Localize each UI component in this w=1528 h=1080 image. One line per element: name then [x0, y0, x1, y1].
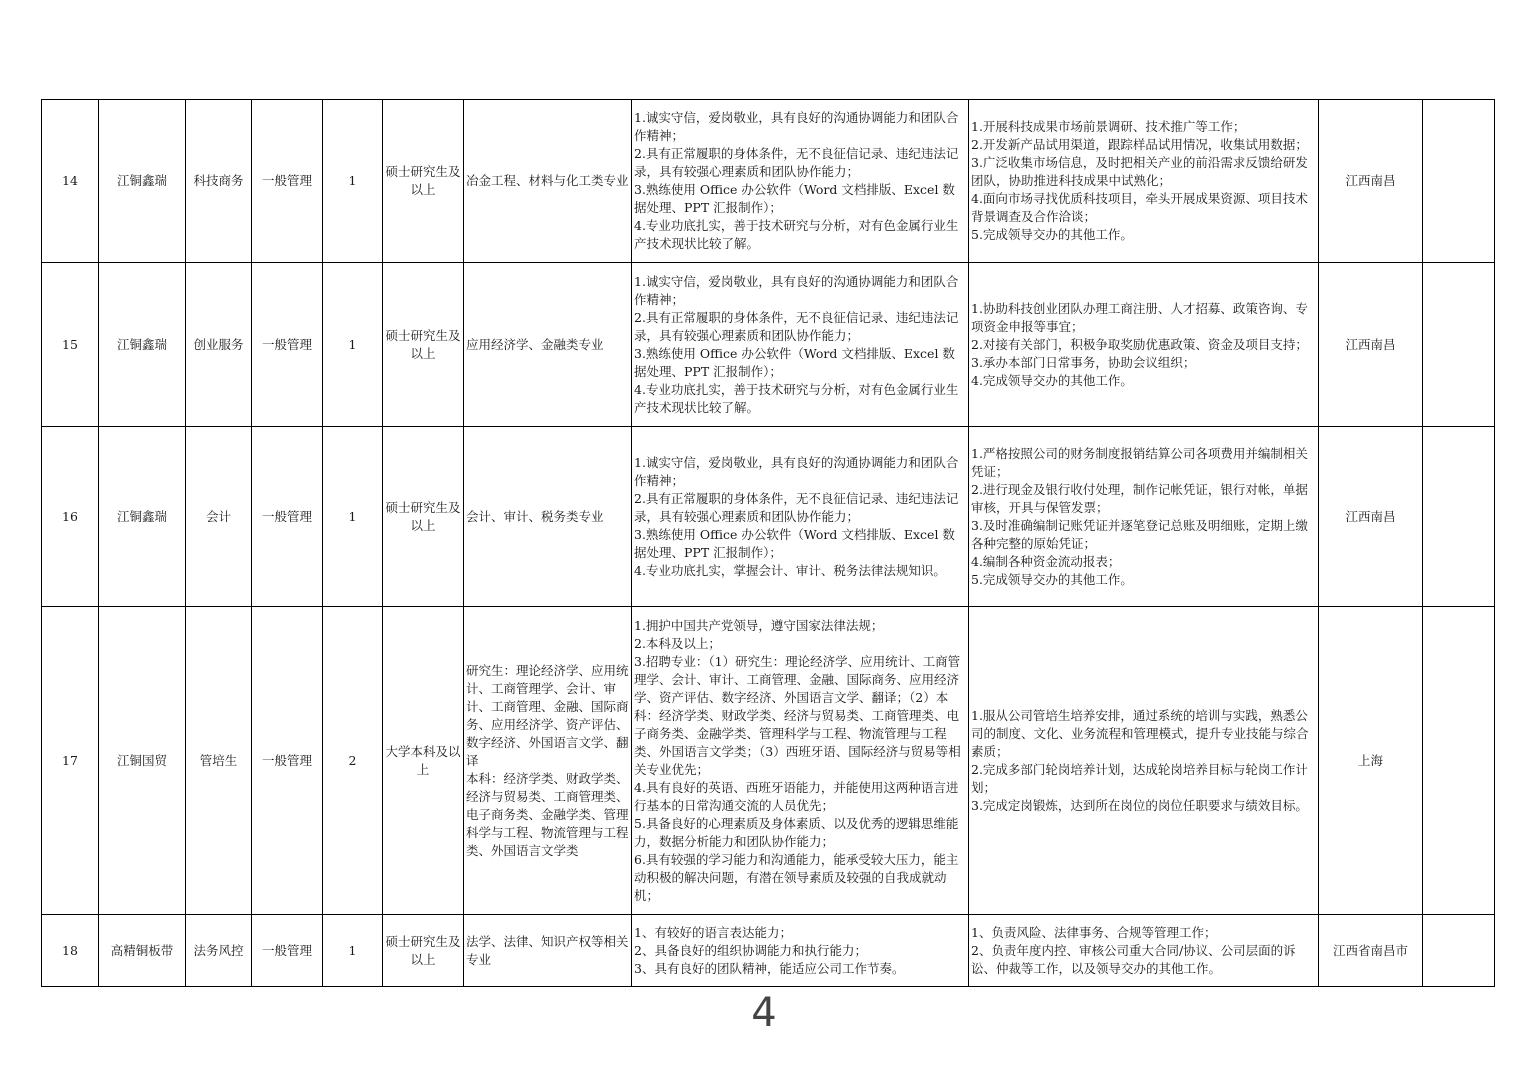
position-name: 科技商务	[186, 100, 252, 263]
job-requirements: 1.诚实守信，爱岗敬业，具有良好的沟通协调能力和团队合作精神； 2.具有正常履职的身体条件，无不良征信记录、违纪违法记录，具有较强心理素质和团队协作能力； 3.熟练使用 Office 办公软件（Word 文档排版、Excel 数据处理、PPT 汇报制作）； 4.专业功底扎实，善于技术研究与分析，对有色金属行业生产技术现状比较了解。	[632, 100, 969, 263]
job-requirements: 1.诚实守信，爱岗敬业，具有良好的沟通协调能力和团队合作精神； 2.具有正常履职的身体条件，无不良征信记录、违纪违法记录，具有较强心理素质和团队协作能力； 3.熟练使用 Office 办公软件（Word 文档排版、Excel 数据处理、PPT 汇报制作）； 4.专业功底扎实，掌握会计、审计、税务法律法规知识。	[632, 427, 969, 607]
major-requirement: 研究生：理论经济学、应用统计、工商管理学、会计、审计、工商管理、金融、国际商务、应用经济学、资产评估、数字经济、外国语言文学、翻译 本科：经济学类、财政学类、经济与贸易类、工商管理类、电子商务类、金融学类、管理科学与工程、物流管理与工程类、外国语言文学类	[464, 607, 632, 915]
table-row	[42, 915, 1495, 987]
job-requirements: 1、有较好的语言表达能力； 2、具备良好的组织协调能力和执行能力； 3、具有良好的团队精神，能适应公司工作节奏。	[632, 915, 969, 987]
job-duties: 1、负责风险、法律事务、合规等管理工作； 2、负责年度内控、审核公司重大合同/协议、公司层面的诉讼、仲裁等工作，以及领导交办的其他工作。	[969, 915, 1319, 987]
unit-name: 高精铜板带	[99, 915, 186, 987]
row-number: 16	[42, 427, 99, 607]
job-requirements: 1.拥护中国共产党领导，遵守国家法律法规； 2.本科及以上； 3.招聘专业：（1）研究生：理论经济学、应用统计、工商管理学、会计、审计、工商管理、金融、国际商务、应用经济学、资产评估、数字经济、外国语言文学、翻译；（2）本科：经济学类、财政学类、经济与贸易类、工商管理类、电子商务类、金融学类、管理科学与工程、物流管理与工程类、外国语言文学类；（3）西班牙语、国际经济与贸易等相关专业优先； 4.具有良好的英语、西班牙语能力，并能使用这两种语言进行基本的日常沟通交流的人员优先； 5.具备良好的心理素质及身体素质、以及优秀的逻辑思维能力，数据分析能力和团队协作能力； 6.具有较强的学习能力和沟通能力，能承受较大压力，能主动积极的解决问题，有潜在领导素质及较强的自我成就动机；	[632, 607, 969, 915]
job-duties: 1.严格按照公司的财务制度报销结算公司各项费用并编制相关凭证； 2.进行现金及银行收付处理，制作记帐凭证，银行对帐，单据审核，开具与保管发票； 3.及时准确编制记账凭证并逐笔登记总账及明细账，定期上缴各种完整的原始凭证； 4.编制各种资金流动报表； 5.完成领导交办的其他工作。	[969, 427, 1319, 607]
position-name: 法务风控	[186, 915, 252, 987]
hiring-count: 2	[323, 607, 383, 915]
remark-cell	[1423, 915, 1495, 987]
position-category: 一般管理	[252, 100, 323, 263]
position-name: 创业服务	[186, 263, 252, 427]
education-requirement: 硕士研究生及以上	[383, 100, 464, 263]
education-requirement: 硕士研究生及以上	[383, 427, 464, 607]
education-requirement: 大学本科及以上	[383, 607, 464, 915]
job-duties: 1.服从公司管培生培养安排，通过系统的培训与实践，熟悉公司的制度、文化、业务流程和管理模式，提升专业技能与综合素质； 2.完成多部门轮岗培养计划，达成轮岗培养目标与轮岗工作计划； 3.完成定岗锻炼，达到所在岗位的岗位任职要求与绩效目标。	[969, 607, 1319, 915]
remark-cell	[1423, 263, 1495, 427]
row-number: 14	[42, 100, 99, 263]
work-location: 江西南昌	[1319, 263, 1423, 427]
education-requirement: 硕士研究生及以上	[383, 915, 464, 987]
table-row	[42, 607, 1495, 915]
remark-cell	[1423, 427, 1495, 607]
row-number: 15	[42, 263, 99, 427]
position-category: 一般管理	[252, 915, 323, 987]
position-category: 一般管理	[252, 427, 323, 607]
remark-cell	[1423, 607, 1495, 915]
work-location: 江西南昌	[1319, 100, 1423, 263]
remark-cell	[1423, 100, 1495, 263]
job-duties: 1.开展科技成果市场前景调研、技术推广等工作； 2.开发新产品试用渠道，跟踪样品试用情况，收集试用数据； 3.广泛收集市场信息，及时把相关产业的前沿需求反馈给研发团队，协助推进科技成果中试熟化； 4.面向市场寻找优质科技项目，牵头开展成果资源、项目技术背景调查及合作洽谈； 5.完成领导交办的其他工作。	[969, 100, 1319, 263]
table-row	[42, 427, 1495, 607]
job-duties: 1.协助科技创业团队办理工商注册、人才招募、政策咨询、专项资金申报等事宜； 2.对接有关部门，积极争取奖励优惠政策、资金及项目支持； 3.承办本部门日常事务，协助会议组织； 4.完成领导交办的其他工作。	[969, 263, 1319, 427]
major-requirement: 应用经济学、金融类专业	[464, 263, 632, 427]
work-location: 江西省南昌市	[1319, 915, 1423, 987]
major-requirement: 法学、法律、知识产权等相关专业	[464, 915, 632, 987]
hiring-count: 1	[323, 427, 383, 607]
unit-name: 江铜鑫瑞	[99, 427, 186, 607]
table-row	[42, 100, 1495, 263]
major-requirement: 会计、审计、税务类专业	[464, 427, 632, 607]
row-number: 18	[42, 915, 99, 987]
position-name: 管培生	[186, 607, 252, 915]
work-location: 江西南昌	[1319, 427, 1423, 607]
recruitment-table	[41, 99, 1495, 987]
unit-name: 江铜鑫瑞	[99, 263, 186, 427]
education-requirement: 硕士研究生及以上	[383, 263, 464, 427]
hiring-count: 1	[323, 263, 383, 427]
table-row	[42, 263, 1495, 427]
unit-name: 江铜鑫瑞	[99, 100, 186, 263]
work-location: 上海	[1319, 607, 1423, 915]
major-requirement: 冶金工程、材料与化工类专业	[464, 100, 632, 263]
page-number: 4	[751, 990, 777, 1036]
job-requirements: 1.诚实守信，爱岗敬业，具有良好的沟通协调能力和团队合作精神； 2.具有正常履职的身体条件，无不良征信记录、违纪违法记录，具有较强心理素质和团队协作能力； 3.熟练使用 Office 办公软件（Word 文档排版、Excel 数据处理、PPT 汇报制作）； 4.专业功底扎实，善于技术研究与分析，对有色金属行业生产技术现状比较了解。	[632, 263, 969, 427]
unit-name: 江铜国贸	[99, 607, 186, 915]
hiring-count: 1	[323, 100, 383, 263]
row-number: 17	[42, 607, 99, 915]
position-category: 一般管理	[252, 263, 323, 427]
hiring-count: 1	[323, 915, 383, 987]
position-category: 一般管理	[252, 607, 323, 915]
position-name: 会计	[186, 427, 252, 607]
